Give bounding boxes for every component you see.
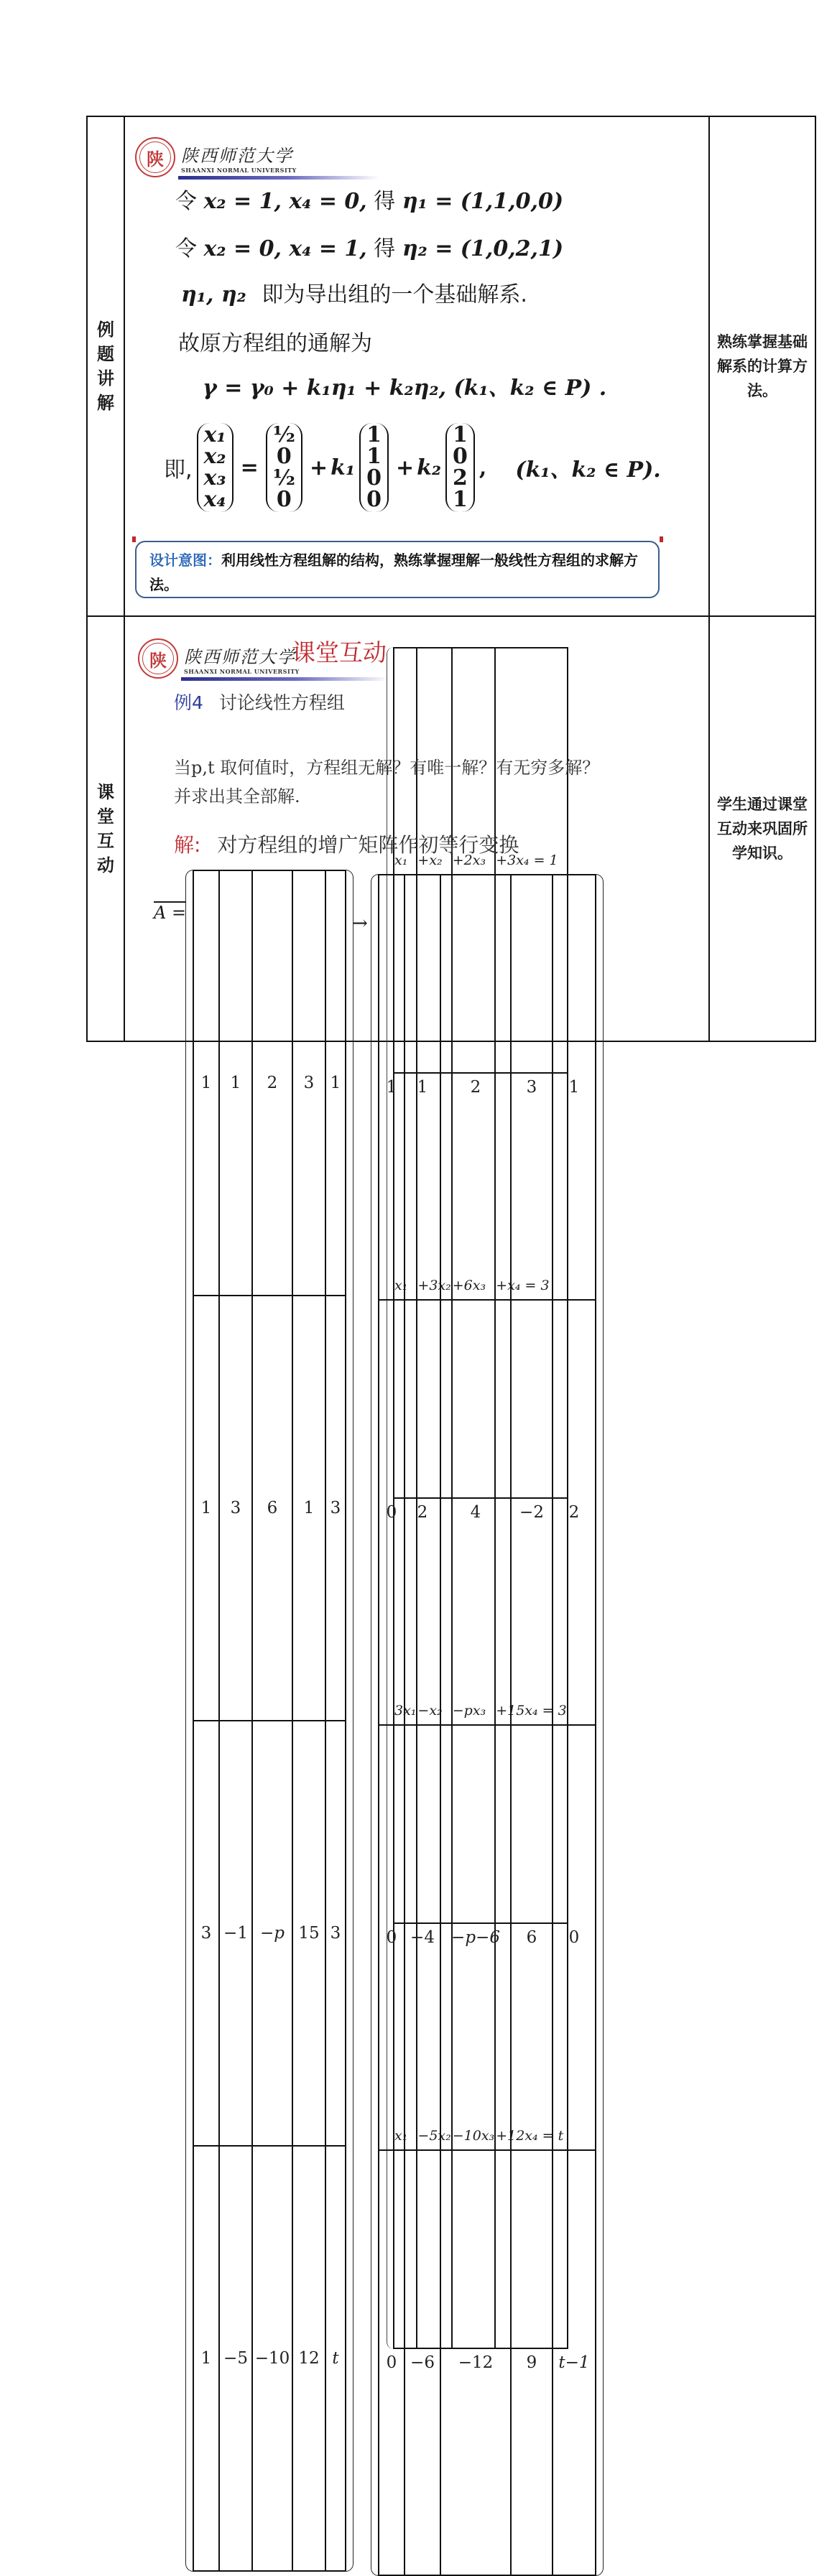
design-intent-text: 利用线性方程组解的结构，熟练掌握理解一般线性方程组的求解方法。 <box>149 552 638 593</box>
line-gamma: γ = γ₀ + k₁η₁ + k₂η₂, (k₁、k₂ ∈ P) . <box>203 376 607 401</box>
university-name-cn: 陕西师范大学 <box>181 145 293 166</box>
question-line-1: 当p,t 取何值时，方程组无解？有唯一解？有无穷多解？ <box>174 758 600 778</box>
slide-cell-interaction <box>124 616 709 2372</box>
line-vector-form: 即, x₁ x₂ x₃ x₄ = ½ 0 ½ 0 + k₁ 1 1 0 0 + k₂ 1 0 2 1 , (k₁、k₂ ∈ P). <box>164 422 661 512</box>
vector-eta1: 1 1 0 0 <box>359 423 389 512</box>
row-example <box>87 116 815 616</box>
vector-eta2: 1 0 2 1 <box>445 423 475 512</box>
university-name-cn: 陕西师范大学 <box>184 646 296 667</box>
equation-row: 3x₁ −x₂ −px₃ +15x₄ = 3 <box>394 1498 568 1923</box>
slide-title: 课堂互动 <box>292 638 387 666</box>
label-char: 讲 <box>97 368 114 389</box>
slide-interaction <box>125 617 708 2372</box>
slide-cell-example <box>124 116 709 616</box>
logo-underline <box>178 176 379 180</box>
seal-icon: 陕 <box>135 137 175 177</box>
label-char: 课 <box>97 782 114 802</box>
line-basis: η₁, η₂ 即为导出组的一个基础解系. <box>181 282 527 307</box>
line-eta2: 令 x₂ = 0, x₄ = 1, 得 η₂ = (1,0,2,1) <box>175 236 564 261</box>
line-general: 故原方程组的通解为 <box>178 331 372 356</box>
university-name-en: SHAANXI NORMAL UNIVERSITY <box>181 166 297 174</box>
row-interaction <box>87 616 815 1041</box>
augmented-matrix: 1 1 2 3 1 1 3 6 1 3 3 −1 −p 15 3 1 −5 −10 12 t <box>185 870 353 2572</box>
line-eta1: 令 x₂ = 1, x₄ = 0, 得 η₁ = (1,1,0,0) <box>175 189 564 214</box>
university-logo <box>138 638 300 679</box>
design-intent-box <box>135 541 660 598</box>
label-char: 动 <box>97 855 114 875</box>
equation-row: x₁ +x₂ +2x₃ +3x₄ = 1 <box>394 648 568 1073</box>
row-label-example <box>87 116 124 616</box>
reduced-matrix: 1 1 2 3 1 0 2 4 −2 2 0 −4 −p−6 6 0 0 −6 −12 9 t−1 <box>371 874 604 2576</box>
intent-mark-right <box>660 536 663 542</box>
matrix-A-bar-label: A = <box>154 903 187 923</box>
label-char: 解 <box>97 393 114 413</box>
design-intent-label: 设计意图： <box>149 552 221 569</box>
note-interaction: 学生通过课堂互动来巩固所学知识。 <box>709 616 815 1041</box>
label-char: 互 <box>97 831 114 851</box>
seal-icon: 陕 <box>138 638 178 679</box>
example-heading: 例4 讨论线性方程组 <box>174 692 345 713</box>
equation-row: x₁ −5x₂ −10x₃ +12x₄ = t <box>394 1923 568 2348</box>
logo-underline <box>181 677 389 681</box>
university-logo <box>135 137 297 177</box>
intent-mark-left <box>132 536 136 542</box>
row-label-interaction <box>87 616 124 1041</box>
vector-x: x₁ x₂ x₃ x₄ <box>197 423 234 512</box>
lesson-table <box>86 116 816 2372</box>
note-example: 熟练掌握基础解系的计算方法。 <box>709 116 815 616</box>
slide-example <box>125 117 708 615</box>
university-name-en: SHAANXI NORMAL UNIVERSITY <box>184 667 300 675</box>
vector-gamma0: ½ 0 ½ 0 <box>266 423 302 512</box>
label-char: 堂 <box>97 806 114 827</box>
label-char: 题 <box>97 344 114 364</box>
solution-heading: 解: 对方程组的增广矩阵作初等行变换 <box>174 833 519 857</box>
equation-row: x₁ +3x₂ +6x₃ +x₄ = 3 <box>394 1073 568 1498</box>
question-line-2: 并求出其全部解. <box>174 786 300 806</box>
label-char: 例 <box>97 320 114 340</box>
transform-arrow: → <box>352 913 368 934</box>
